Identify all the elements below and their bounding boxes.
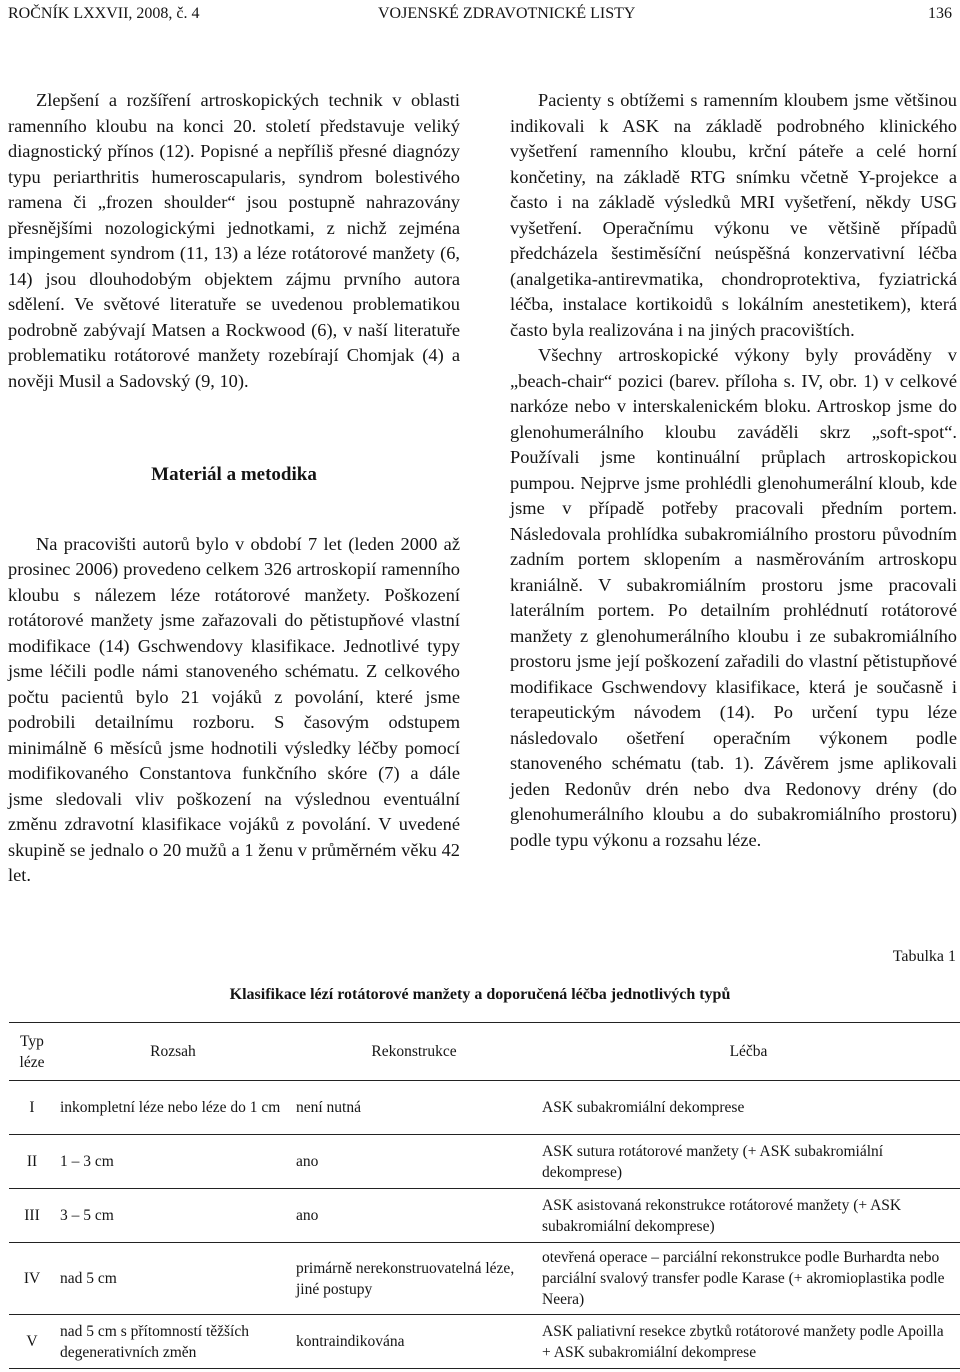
- cell-treatment: ASK asistovaná rekonstrukce rotátorové manžety (+ ASK subakromiální dekomprese): [542, 1196, 902, 1235]
- cell-reconstruction: primárně nerekonstruovatelná léze, jiné postupy: [296, 1259, 515, 1298]
- cell-reconstruction: kontraindikována: [296, 1333, 405, 1350]
- header-reconstruction: Rekonstrukce: [371, 1043, 457, 1060]
- journal-volume: ROČNÍK LXXVII, 2008, č. 4: [8, 5, 200, 22]
- table-caption: Klasifikace lézí rotátorové manžety a doporučená léčba jednotlivých typů: [229, 986, 731, 1003]
- header-type: Typ léze: [19, 1032, 45, 1071]
- journal-title: VOJENSKÉ ZDRAVOTNICKÉ LISTY: [378, 5, 636, 22]
- cell-treatment: ASK paliativní resekce zbytků rotátorové manžety podle Apoilla + ASK subakromiální dekomprese: [542, 1322, 944, 1361]
- page-number: 136: [928, 5, 952, 22]
- table-header-row: [9, 1023, 960, 1081]
- cell-extent: inkompletní léze nebo léze do 1 cm: [60, 1099, 281, 1116]
- cell-treatment: otevřená operace – parciální rekonstrukce podle Burhardta nebo parciální svalový transfer podle Karase (+ akromioplastika podle Neera): [542, 1249, 945, 1308]
- table-row: [9, 1135, 960, 1189]
- cell-reconstruction: ano: [296, 1153, 319, 1170]
- right-column: [510, 88, 957, 853]
- cell-extent: nad 5 cm: [60, 1270, 117, 1287]
- cell-type: III: [24, 1207, 40, 1224]
- page-header: [8, 5, 952, 29]
- cell-type: II: [26, 1153, 38, 1170]
- procedure-paragraph: Všechny artroskopické výkony byly prováděny v „beach-chair“ pozici (barev. příloha s. IV, obr. 1) v celkové narkóze nebo v interskalenickém bloku. Artroskop jsme do glenohumerálního kloubu zaváděli skrz „soft-spot“. Používali jsme kontinuální průplach artroskopickou pumpou. Nejprve jsme prohlédli glenohumerální kloub, kde jsme v případě potřeby pracovali předním portem. Následovala prohlídka subakromiálního prostoru původním zadním portem sklopením a nasměrováním artroskopu kraniálně. V subakromiálním prostoru jsme pracovali laterálním portem. Po detailním prohlédnutí rotátorové manžety z glenohumerálního kloubu i ze subakromiálního prostoru jsme její poškození zařadili do vlastní pětistupňové modifikace Gschwendovy klasifikace, která je současně i terapeutickým návodem (14). Po určení typu léze následovalo ošetření operačním výkonem podle stanoveného schématu (tab. 1). Závěrem jsme aplikovali jeden Redonův drén nebo dva Redonovy drény (do glenohumerálního kloubu a do subakromiálního prostoru) podle typu výkonu a rozsahu léze.: [510, 345, 957, 850]
- table-row: [9, 1243, 960, 1315]
- indication-paragraph: Pacienty s obtížemi s ramenním kloubem jsme většinou indikovali k ASK na základě podrobného klinického vyšetření ramenního kloubu, krční páteře a celé horní končetiny, na základě RTG snímku včetně Y-projekce a často i na základě výsledků MRI vyšetření, někdy USG vyšetření. Operačnímu výkonu ve většině případů předcházela šestiměsíční neúspěšná konzervativní léčba (analgetika-antirevmatika, chondroprotektiva, fyziatrická léčba, instalace kortikoidů s lokálním anestetikem), která často byla realizována i na jiných pracovištích.: [510, 90, 957, 340]
- header-treatment: Léčba: [729, 1043, 768, 1060]
- table-label: Tabulka 1: [892, 948, 956, 965]
- classification-table: [9, 1022, 960, 1369]
- cell-treatment: ASK subakromiální dekomprese: [542, 1099, 745, 1116]
- cell-extent: nad 5 cm s přítomností těžších degenerativních změn: [60, 1322, 249, 1361]
- methods-paragraph: Na pracovišti autorů bylo v období 7 let (leden 2000 až prosinec 2006) provedeno celkem 326 artroskopií ramenního kloubu s nálezem léze rotátorové manžety. Poškození rotátorové manžety jsme zařazovali do pětistupňové vlastní modifikace (14) Gschwendovy klasifikace. Jednotlivé typy jsme léčili podle námi stanoveného schématu. Z celkového počtu pacientů bylo 21 vojáků z povolání, které jsme podrobili detailnímu rozboru. S časovým odstupem minimálně 6 měsíců jsme hodnotili výsledky léčby pomocí modifikovaného Constantova funkčního skóre (7) a dále jsme sledovali vliv poškození na výslednou eventuální změnu zdravotní klasifikace vojáků z povolání. V uvedené skupině se jednalo o 20 mužů a 1 ženu v průměrném věku 42 let.: [8, 533, 460, 885]
- cell-type: V: [26, 1333, 38, 1350]
- header-extent: Rozsah: [150, 1043, 196, 1060]
- cell-type: I: [29, 1099, 35, 1116]
- table-row: [9, 1315, 960, 1369]
- table-row: [9, 1081, 960, 1135]
- cell-treatment: ASK sutura rotátorové manžety (+ ASK subakromiální dekomprese): [542, 1142, 884, 1181]
- intro-paragraph: Zlepšení a rozšíření artroskopických technik v oblasti ramenního kloubu na konci 20. století představuje veliký diagnostický přínos (12). Popisné a nepříliš přesné diagnózy typu periarthritis humeroscapularis, syndrom bolestivého ramena či „frozen shoulder“ jsou postupně nahrazovány přesnějšími nozologickými jednotkami, z nichž zejména impingement syndrom (11, 13) a léze rotátorové manžety (6, 14) jsou dlouhodobým objektem zájmu prvního autora sdělení. Ve světové literatuře se uvedenou problematikou podrobně zabývají Matsen a Rockwood (6), v naší literatuře problematiku rotátorové manžety rozebírají Chomjak (4) a nověji Musil a Sadovský (9, 10).: [8, 90, 460, 391]
- section-title: Materiál a metodika: [151, 464, 317, 485]
- left-column: [8, 88, 460, 889]
- cell-reconstruction: není nutná: [296, 1099, 361, 1116]
- cell-reconstruction: ano: [296, 1207, 319, 1224]
- table-row: [9, 1189, 960, 1243]
- cell-type: IV: [23, 1270, 41, 1287]
- cell-extent: 1 – 3 cm: [60, 1153, 114, 1170]
- cell-extent: 3 – 5 cm: [60, 1207, 114, 1224]
